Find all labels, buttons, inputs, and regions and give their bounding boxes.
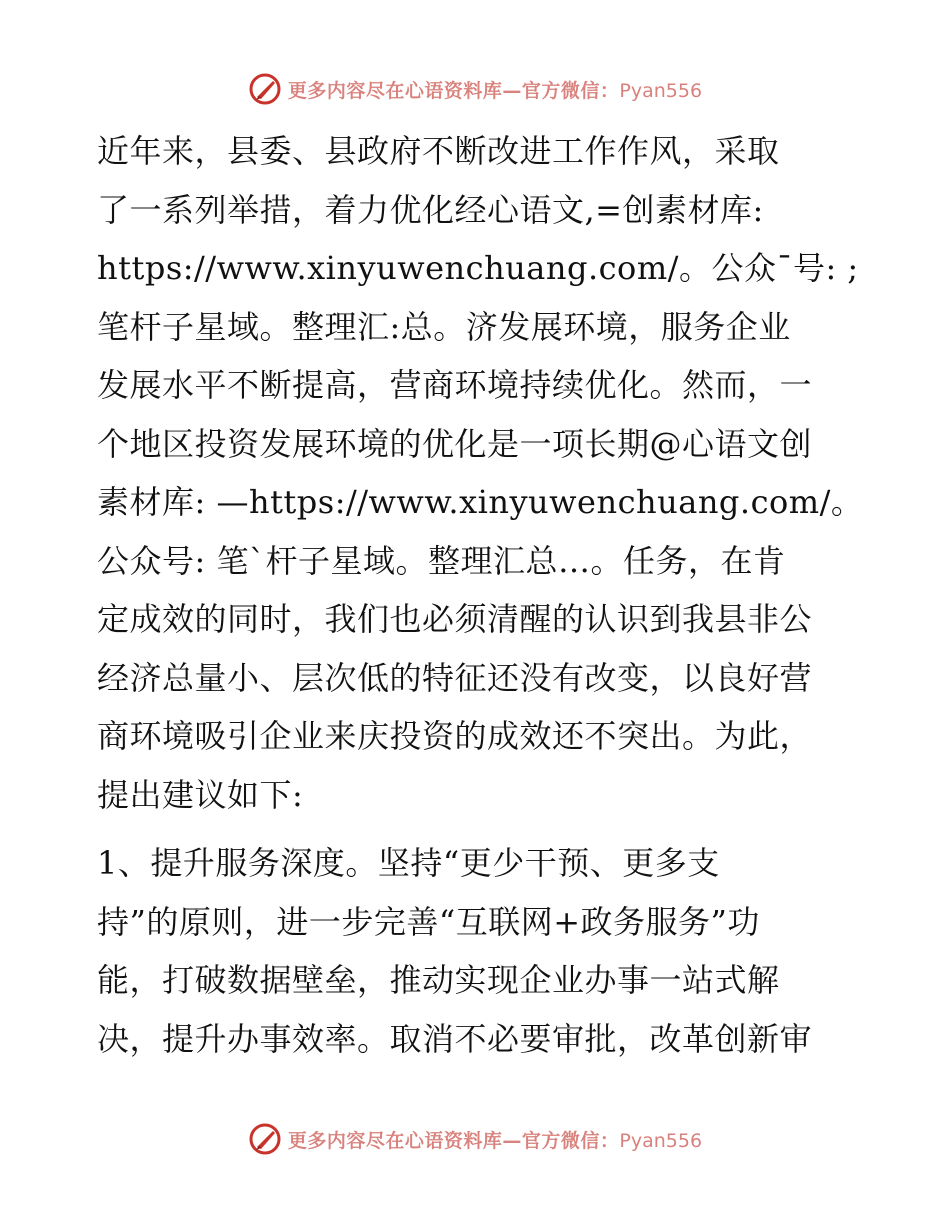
banner-caption: 更多内容尽在心语资料库—官方微信： — [287, 79, 620, 102]
text-line: 经济总量小、层次低的特征还没有改变，以良好营 — [97, 658, 813, 697]
text-line: 决，提升办事效率。取消不必要审批，改革创新审 — [97, 1019, 813, 1058]
quill-seal-logo-icon — [248, 72, 282, 106]
text-line: 1、提升服务深度。坚持“更少干预、更多支 — [97, 844, 720, 882]
text-line: 商环境吸引企业来庆投资的成效还不突出。为此， — [97, 717, 813, 755]
text-line: 近年来，县委、县政府不断改进工作作风，采取 — [97, 132, 780, 170]
text-line: 提出建议如下: — [97, 775, 304, 814]
text-line: 定成效的同时，我们也必须清醒的认识到我县非公 — [97, 600, 813, 638]
text-line: 持”的原则，进一步完善“互联网+政务服务”功 — [97, 902, 760, 941]
text-line: 发展水平不断提高，营商环境持续优化。然而，一 — [97, 366, 813, 404]
text-line: 了一系列举措，着力优化经心语文,=创素材库: — [97, 190, 764, 229]
banner-caption: 更多内容尽在心语资料库—官方微信： — [287, 1129, 620, 1152]
paragraph-2 — [97, 834, 857, 1068]
quill-seal-logo-icon — [248, 1122, 282, 1156]
banner-text — [288, 76, 702, 103]
document-body — [97, 122, 864, 1068]
text-line: https://www.xinyuwenchuang.com/。公众¯号: ; — [97, 249, 859, 287]
banner-wechat-id: Pyan556 — [619, 1129, 703, 1152]
text-line: 笔杆子星域。整理汇:总。济发展环境，服务企业 — [97, 307, 791, 346]
text-line: 能，打破数据壁垒，推动实现企业办事一站式解 — [97, 961, 780, 999]
text-line: 素材库: —https://www.xinyuwenchuang.com/。 — [97, 483, 864, 521]
banner-text — [288, 1126, 702, 1153]
paragraph-1 — [97, 122, 864, 824]
footer-banner — [0, 1122, 950, 1156]
banner-wechat-id: Pyan556 — [619, 79, 703, 102]
header-banner — [0, 72, 950, 106]
text-line: 公众号: 笔`杆子星域。整理汇总…。任务，在肯 — [97, 541, 786, 580]
text-line: 个地区投资发展环境的优化是一项长期@心语文创 — [97, 424, 813, 463]
